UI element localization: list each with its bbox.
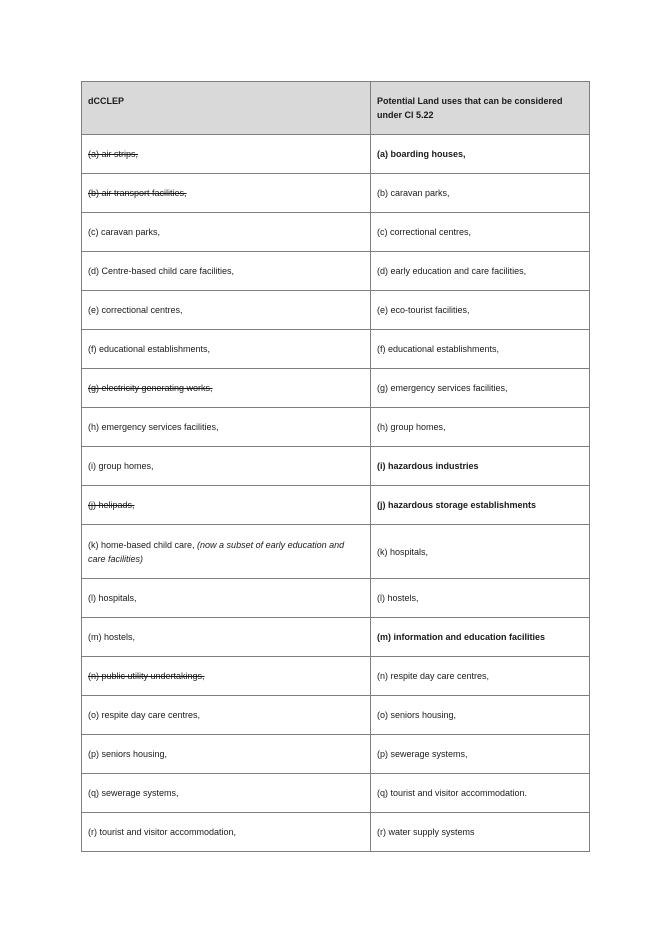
row-cell-left <box>82 579 371 618</box>
table-row <box>82 330 590 369</box>
cell-text: (g) emergency services facilities, <box>377 383 508 393</box>
cell-text: (h) emergency services facilities, <box>88 422 219 432</box>
header-potential-land-uses: Potential Land uses that can be considered under Cl 5.22 <box>371 82 590 135</box>
cell-note-italic: (now a subset of early education and care facilities) <box>88 539 345 564</box>
row-cell-right <box>371 813 590 852</box>
cell-text: (k) home-based child care, <box>88 539 198 550</box>
cell-text: (b) caravan parks, <box>377 188 450 198</box>
row-cell-left <box>82 618 371 657</box>
cell-text: (q) sewerage systems, <box>88 788 179 798</box>
row-cell-left <box>82 291 371 330</box>
cell-text: (n) respite day care centres, <box>377 671 490 681</box>
cell-text: (o) seniors housing, <box>377 710 457 720</box>
table-row <box>82 135 590 174</box>
row-cell-right <box>371 525 590 579</box>
table-row <box>82 813 590 852</box>
row-cell-right <box>371 486 590 525</box>
row-cell-right <box>371 774 590 813</box>
cell-text: (f) educational establishments, <box>377 344 500 354</box>
table-row <box>82 408 590 447</box>
cell-text: (o) respite day care centres, <box>88 710 201 720</box>
table-row <box>82 735 590 774</box>
cell-text-struck: (j) helipads, <box>88 500 135 510</box>
table-row <box>82 696 590 735</box>
row-cell-left <box>82 447 371 486</box>
table-row <box>82 213 590 252</box>
row-cell-right <box>371 213 590 252</box>
row-cell-right <box>371 174 590 213</box>
row-cell-left <box>82 369 371 408</box>
cell-text-bold: (i) hazardous industries <box>377 461 479 471</box>
row-cell-left <box>82 174 371 213</box>
cell-text: (d) Centre-based child care facilities, <box>88 266 235 276</box>
cell-text-bold: (m) information and education facilities <box>377 632 546 642</box>
row-cell-left <box>82 252 371 291</box>
row-cell-right <box>371 579 590 618</box>
cell-text-struck: (a) air strips, <box>88 149 139 159</box>
table-row <box>82 252 590 291</box>
table-row <box>82 486 590 525</box>
row-cell-right <box>371 657 590 696</box>
row-cell-right <box>371 291 590 330</box>
row-cell-right <box>371 408 590 447</box>
row-cell-right <box>371 735 590 774</box>
cell-text: (c) caravan parks, <box>88 227 161 237</box>
cell-text: (i) group homes, <box>88 461 154 471</box>
cell-text: (q) tourist and visitor accommodation. <box>377 788 528 798</box>
table-row <box>82 291 590 330</box>
row-cell-left <box>82 213 371 252</box>
cell-text-bold: (a) boarding houses, <box>377 149 466 159</box>
cell-text-struck: (b) air transport facilities, <box>88 188 187 198</box>
cell-text: (f) educational establishments, <box>88 344 211 354</box>
cell-text: (d) early education and care facilities, <box>377 266 527 276</box>
table-row <box>82 525 590 579</box>
row-cell-right <box>371 696 590 735</box>
row-cell-right <box>371 369 590 408</box>
land-use-table <box>81 81 590 852</box>
table-row <box>82 774 590 813</box>
cell-text-bold: (j) hazardous storage establishments <box>377 500 537 510</box>
table-row <box>82 447 590 486</box>
table-row <box>82 174 590 213</box>
cell-text: (r) tourist and visitor accommodation, <box>88 827 237 837</box>
cell-text: (m) hostels, <box>88 632 136 642</box>
row-cell-right <box>371 618 590 657</box>
row-cell-right <box>371 330 590 369</box>
table-header-row <box>82 82 590 135</box>
cell-text: (l) hostels, <box>377 593 419 603</box>
table-row <box>82 618 590 657</box>
cell-text: (e) eco-tourist facilities, <box>377 305 470 315</box>
cell-text: (r) water supply systems <box>377 827 475 837</box>
cell-text: (h) group homes, <box>377 422 446 432</box>
row-cell-left <box>82 486 371 525</box>
header-dcclep: dCCLEP <box>82 82 371 135</box>
row-cell-left <box>82 525 371 579</box>
table-row <box>82 579 590 618</box>
row-cell-left <box>82 774 371 813</box>
row-cell-right <box>371 447 590 486</box>
row-cell-left <box>82 696 371 735</box>
cell-text: (c) correctional centres, <box>377 227 472 237</box>
cell-text-struck: (g) electricity generating works, <box>88 383 213 393</box>
row-cell-left <box>82 330 371 369</box>
row-cell-left <box>82 813 371 852</box>
cell-text: (p) seniors housing, <box>88 749 168 759</box>
cell-text-struck: (n) public utility undertakings, <box>88 671 205 681</box>
row-cell-right <box>371 252 590 291</box>
row-cell-left <box>82 135 371 174</box>
cell-text: (l) hospitals, <box>88 593 137 603</box>
row-cell-left <box>82 408 371 447</box>
row-cell-right <box>371 135 590 174</box>
table-row <box>82 657 590 696</box>
cell-text: (p) sewerage systems, <box>377 749 468 759</box>
row-cell-left <box>82 735 371 774</box>
row-cell-left <box>82 657 371 696</box>
table-row <box>82 369 590 408</box>
cell-text: (k) hospitals, <box>377 546 429 557</box>
cell-text: (e) correctional centres, <box>88 305 183 315</box>
